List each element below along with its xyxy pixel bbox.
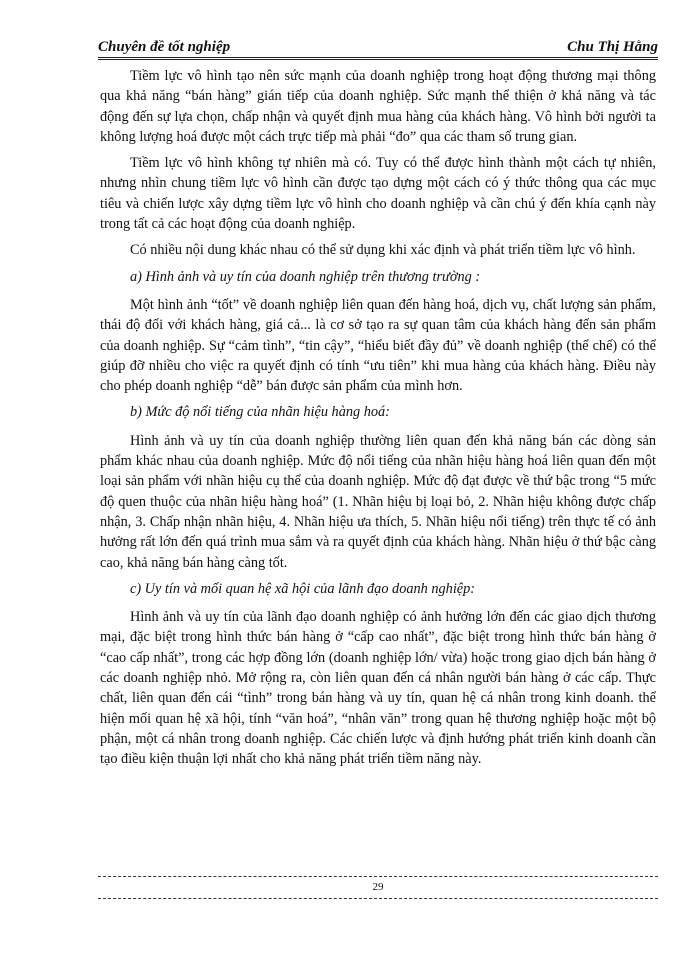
page-header bbox=[98, 38, 658, 60]
header-author: Chu Thị Hằng bbox=[567, 39, 658, 55]
paragraph-brand-fame: Hình ảnh và uy tín của doanh nghiệp thường liên quan đến khả năng bán các dòng sản phẩm khác nhau của doanh nghiệp. Mức độ nổi tiếng của nhãn hiệu hàng hoá liên quan đến một loại sản phẩm với nhãn hiệu cụ thể của doanh nghiệp. Mức độ đạt được về thứ bậc trong “5 mức độ quen thuộc của nhãn hiệu hàng hoá” (1. Nhãn hiệu bị loại bỏ, 2. Nhãn hiệu không được chấp nhận, 3. Chấp nhận nhãn hiệu, 4. Nhãn hiệu ưa thích, 5. Nhãn hiệu nổi tiếng) trên thực tế có ảnh hưởng rất lớn đến quá trình mua sắm và ra quyết định của khách hàng. Nhãn hiệu ở thứ bậc càng cao, khả năng bán hàng càng tốt. bbox=[100, 432, 656, 571]
heading-section-a: a) Hình ảnh và uy tín của doanh nghiệp trên thương trường : bbox=[130, 268, 481, 285]
paragraph-contents-intro: Có nhiều nội dung khác nhau có thể sử dụng khi xác định và phát triển tiềm lực vô hình. bbox=[130, 242, 636, 259]
page-footer bbox=[98, 876, 658, 893]
paragraph-intangible-strength: Tiềm lực vô hình tạo nên sức mạnh của doanh nghiệp trong hoạt động thương mại thông qua khả năng “bán hàng” gián tiếp của doanh nghiệp. Sức mạnh thể thiện ở khả năng và tác động đến sự lựa chọn, chấp nhận và quyết định mua hàng của khách hàng. Vô hình bởi người ta không lượng hoá được một cách trực tiếp mà phải “đo” qua các tham số trung gian. bbox=[100, 68, 656, 145]
paragraph-leader-reputation: Hình ảnh và uy tín của lãnh đạo doanh nghiệp có ảnh hưởng lớn đến các giao dịch thương mại, đặc biệt trong hình thức bán hàng ở “cấp cao nhất”, đặc biệt trong hình thức bán hàng ở “cao cấp nhất”, trong các hợp đồng lớn (doanh nghiệp lớn/ vừa) hoặc trong giao dịch bán hàng ở các doanh nghiệp nhỏ. Mở rộng ra, còn liên quan đến cá nhân người bán hàng ở các cấp. Thực chất, liên quan đến cái “tình” trong bán hàng và uy tín, quan hệ cá nhân trong kinh doanh. thể hiện mối quan hệ xã hội, tính “văn hoá”, “nhân văn” trong quan hệ thương nghiệp hoặc một bộ phận, một cá nhân trong doanh nghiệp. Các chiến lược và định hướng phát triển kinh doanh cần tạo điều kiện thuận lợi nhất cho khả năng phát triển tiềm năng này. bbox=[100, 609, 656, 768]
footer-divider bbox=[98, 898, 658, 899]
paragraph-image-reputation: Một hình ảnh “tốt” về doanh nghiệp liên quan đến hàng hoá, dịch vụ, chất lượng sản phẩm, thái độ đối với khách hàng, giá cả... là cơ sở tạo ra sự quan tâm của khách hàng đến sản phẩm của doanh nghiệp. Sự “cảm tình”, “tin cậy”, “hiểu biết đầy đủ” về doanh nghiệp (thể chế) có thể giúp đỡ nhiều cho việc ra quyết định có tính “ưu tiên” khi mua hàng của khách hàng. Điều này cho phép doanh nghiệp “dễ” bán được sản phẩm của mình hơn. bbox=[100, 296, 656, 395]
paragraph-intangible-building: Tiềm lực vô hình không tự nhiên mà có. Tuy có thể được hình thành một cách tự nhiên, nhưng nhìn chung tiềm lực vô hình cần được tạo dựng một cách có ý thức thông qua các mục tiêu và chiến lược xây dựng tiềm lực vô hình cho doanh nghiệp và cần chú ý đến khía cạnh này trong tất cả các hoạt động của doanh nghiệp. bbox=[100, 155, 656, 233]
heading-section-b: b) Mức độ nổi tiếng của nhãn hiệu hàng hoá: bbox=[130, 404, 390, 421]
heading-section-c: c) Uy tín và mối quan hệ xã hội của lãnh đạo doanh nghiệp: bbox=[130, 580, 476, 597]
header-title: Chuyên đề tốt nghiệp bbox=[98, 39, 231, 55]
document-body bbox=[100, 66, 656, 776]
page-number: 29 bbox=[372, 881, 384, 893]
